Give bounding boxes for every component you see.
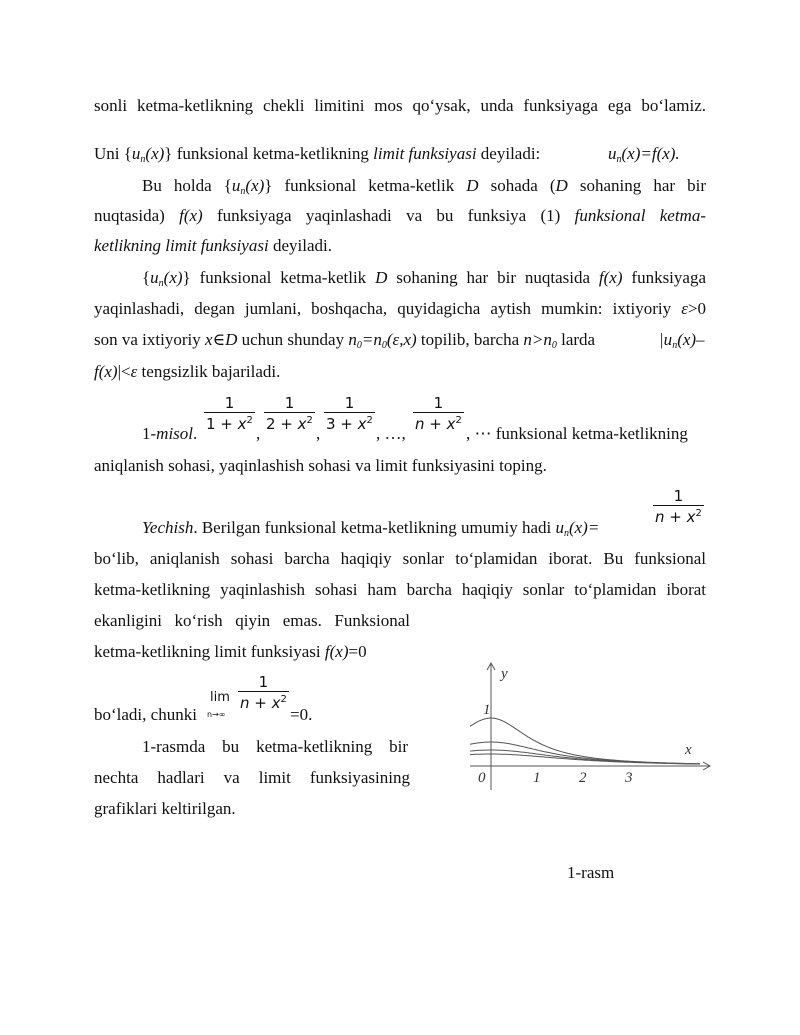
paragraph-line xyxy=(94,580,706,600)
text: larda xyxy=(556,330,596,349)
math: |< xyxy=(117,362,131,381)
math: D xyxy=(375,268,388,287)
paragraph-line xyxy=(94,362,280,382)
math-exponent: 2 xyxy=(306,415,313,426)
math: (x)= xyxy=(568,518,600,537)
fraction xyxy=(238,673,289,712)
fraction-numerator: 1 xyxy=(344,394,355,412)
math: (x) xyxy=(145,144,165,163)
text: . Berilgan funksional ketma-ketlikning umumiy hadi xyxy=(193,518,556,537)
math-exponent: 2 xyxy=(366,415,373,426)
fraction-numerator: 1 xyxy=(673,487,684,505)
math: x xyxy=(686,508,696,526)
math: u xyxy=(555,518,564,537)
paragraph-line xyxy=(142,176,706,197)
paragraph-line xyxy=(94,768,410,788)
math: (ε,x) xyxy=(386,330,417,349)
math: u xyxy=(150,268,159,287)
math: ∈ xyxy=(212,330,226,349)
text: =0. xyxy=(290,705,313,724)
text: deyiladi. xyxy=(268,236,332,255)
text: sohaning har bir xyxy=(567,176,706,195)
text: aniqlanish sohasi, yaqinlashish sohasi va limit funksiyasini toping. xyxy=(94,456,547,475)
math-subscript: n xyxy=(616,154,622,165)
x-tick-1: 1 xyxy=(533,770,541,786)
origin-label: 0 xyxy=(478,770,486,786)
text: 1 + xyxy=(206,415,238,433)
text: sohaning har bir nuqtasida xyxy=(387,268,599,287)
text: >0 xyxy=(687,299,706,318)
text: yaqinlashadi, degan jumlani, boshqacha, quyidagicha aytish mumkin: ixtiyoriy xyxy=(94,299,682,318)
definition-line xyxy=(94,144,540,165)
math: n + xyxy=(415,415,447,433)
y-tick-one: 1 xyxy=(483,702,491,718)
text: sohada ( xyxy=(478,176,556,195)
fraction-denominator xyxy=(204,412,255,433)
paragraph-line xyxy=(94,299,706,319)
math: >n xyxy=(531,330,552,349)
text: bo‘ladi, chunki xyxy=(94,705,197,724)
fraction xyxy=(324,394,375,433)
fraction xyxy=(204,394,255,433)
fraction-denominator xyxy=(653,505,704,526)
fraction xyxy=(264,394,315,433)
solution-label: Yechish xyxy=(142,518,194,537)
math: f(x) xyxy=(324,642,349,661)
text: deyiladi: xyxy=(476,144,541,163)
sequence-curve-2 xyxy=(470,742,700,764)
x-axis-arrow-icon xyxy=(703,762,710,770)
paragraph-line xyxy=(94,642,367,662)
math-exponent: 2 xyxy=(695,508,702,519)
paragraph-line xyxy=(142,268,706,289)
text: , ⋯ funksional ketma-ketlikning xyxy=(466,424,688,443)
text: nechta hadlari va limit funksiyasining xyxy=(94,768,410,787)
math: x xyxy=(204,330,213,349)
math: =n xyxy=(361,330,382,349)
paragraph-line-end xyxy=(659,330,705,351)
sequence-curve-3 xyxy=(470,750,700,764)
fraction xyxy=(653,487,704,526)
solution-line xyxy=(142,518,642,539)
example-label xyxy=(142,424,197,444)
separator: , xyxy=(256,424,261,443)
fraction-numerator: 1 xyxy=(258,673,269,691)
math-exponent: 2 xyxy=(455,415,462,426)
math: n xyxy=(523,330,532,349)
fraction-numerator: 1 xyxy=(284,394,295,412)
math: x xyxy=(271,694,281,712)
fraction-denominator xyxy=(413,412,464,433)
math: =0 xyxy=(348,642,367,661)
text: } funksional ketma-ketlik xyxy=(264,176,467,195)
math: n + xyxy=(240,694,272,712)
fraction-numerator: 1 xyxy=(224,394,235,412)
x-axis-label: x xyxy=(685,742,692,758)
math: f(x) xyxy=(94,362,118,381)
separator: , …, xyxy=(376,424,406,443)
math: u xyxy=(231,176,241,195)
math: f(x) xyxy=(598,268,623,287)
separator: , xyxy=(316,424,321,443)
text: sonli ketma-ketlikning chekli limitini mos qo‘ysak, unda funksiyaga ega bo‘lamiz. xyxy=(94,96,706,115)
math-exponent: 2 xyxy=(246,415,253,426)
text: ketma-ketlikning yaqinlashish sohasi ham barcha haqiqiy sonlar to‘plamidan iborat xyxy=(94,580,706,599)
math: ε xyxy=(130,362,138,381)
text: Uni { xyxy=(94,144,132,163)
x-tick-3: 3 xyxy=(625,770,633,786)
fraction-denominator xyxy=(238,691,289,712)
text: Bu holda { xyxy=(142,176,232,195)
math-subscript: n xyxy=(158,278,164,289)
math: f(x) xyxy=(179,206,203,225)
math-subscript: n xyxy=(563,528,569,539)
paragraph-line xyxy=(142,737,408,757)
text: ketma-ketlikning limit funksiyasi xyxy=(94,642,325,661)
text: funksiyaga yaqinlashadi va bu funksiya (1) xyxy=(202,206,575,225)
fraction-denominator xyxy=(324,412,375,433)
math: (x)=f(x). xyxy=(621,144,680,163)
math-subscript: 0 xyxy=(381,340,387,351)
math: n + xyxy=(655,508,687,526)
math-subscript: n xyxy=(140,154,146,165)
math: n xyxy=(348,330,357,349)
fraction-denominator xyxy=(264,412,315,433)
text: 3 + xyxy=(326,415,358,433)
sequence-curve-1 xyxy=(470,718,700,764)
definition-equation xyxy=(608,144,680,165)
math: |u xyxy=(659,330,673,349)
paragraph-line xyxy=(94,330,595,351)
fraction-numerator: 1 xyxy=(433,394,444,412)
fraction xyxy=(413,394,464,433)
term-limit-function: limit funksiyasi xyxy=(373,144,477,163)
text: bo‘lib, aniqlanish sohasi barcha haqiqiy sonlar to‘plamidan iborat. Bu funksional xyxy=(94,549,706,568)
text: topilib, barcha xyxy=(416,330,524,349)
math: D xyxy=(466,176,479,195)
math: u xyxy=(608,144,617,163)
paragraph-line xyxy=(94,206,706,226)
text: son va ixtiyoriy xyxy=(94,330,205,349)
text: 1-rasmda bu ketma-ketlikning bir xyxy=(142,737,408,756)
text: ekanligini ko‘rish qiyin emas. Funksional xyxy=(94,611,410,630)
text: 2 + xyxy=(266,415,298,433)
math-subscript: 0 xyxy=(551,340,557,351)
figure-caption: 1-rasm xyxy=(567,863,615,882)
math: x xyxy=(446,415,456,433)
term: funksional ketma- xyxy=(574,206,706,225)
text: . xyxy=(193,424,198,443)
x-tick-2: 2 xyxy=(579,770,587,786)
text: nuqtasida) xyxy=(94,206,180,225)
y-axis-arrow-icon xyxy=(487,663,495,670)
text: { xyxy=(142,268,151,287)
text: uchun shunday xyxy=(237,330,349,349)
math: (x)– xyxy=(677,330,705,349)
math-subscript: n xyxy=(240,186,246,197)
math: u xyxy=(131,144,141,163)
math-subscript: 0 xyxy=(356,340,362,351)
math-subscript: n xyxy=(672,340,678,351)
math: D xyxy=(225,330,238,349)
text: funksiyaga xyxy=(622,268,706,287)
text: grafiklari keltirilgan. xyxy=(94,799,236,818)
paragraph-line xyxy=(94,611,410,631)
math: D xyxy=(555,176,568,195)
text: } funksional ketma-ketlik xyxy=(182,268,376,287)
paragraph-line xyxy=(94,549,706,569)
math: x xyxy=(357,415,367,433)
term: ketlikning limit funksiyasi xyxy=(94,236,269,255)
limit-subscript: n→∞ xyxy=(207,710,226,719)
sequence-curve-4 xyxy=(470,754,700,764)
paragraph-line xyxy=(94,236,332,256)
text: } funksional ketma-ketlikning xyxy=(164,144,374,163)
math: (x) xyxy=(245,176,265,195)
text: 1- xyxy=(142,424,157,443)
math-exponent: 2 xyxy=(280,694,287,705)
paragraph-line xyxy=(94,96,706,116)
limit-operator: lim xyxy=(210,690,230,705)
math: ε xyxy=(681,299,688,318)
text: tengsizlik bajariladi. xyxy=(137,362,281,381)
text: misol xyxy=(156,424,194,443)
y-axis-label: y xyxy=(501,666,508,682)
math: x xyxy=(237,415,247,433)
math: x xyxy=(297,415,307,433)
math: (x) xyxy=(163,268,183,287)
